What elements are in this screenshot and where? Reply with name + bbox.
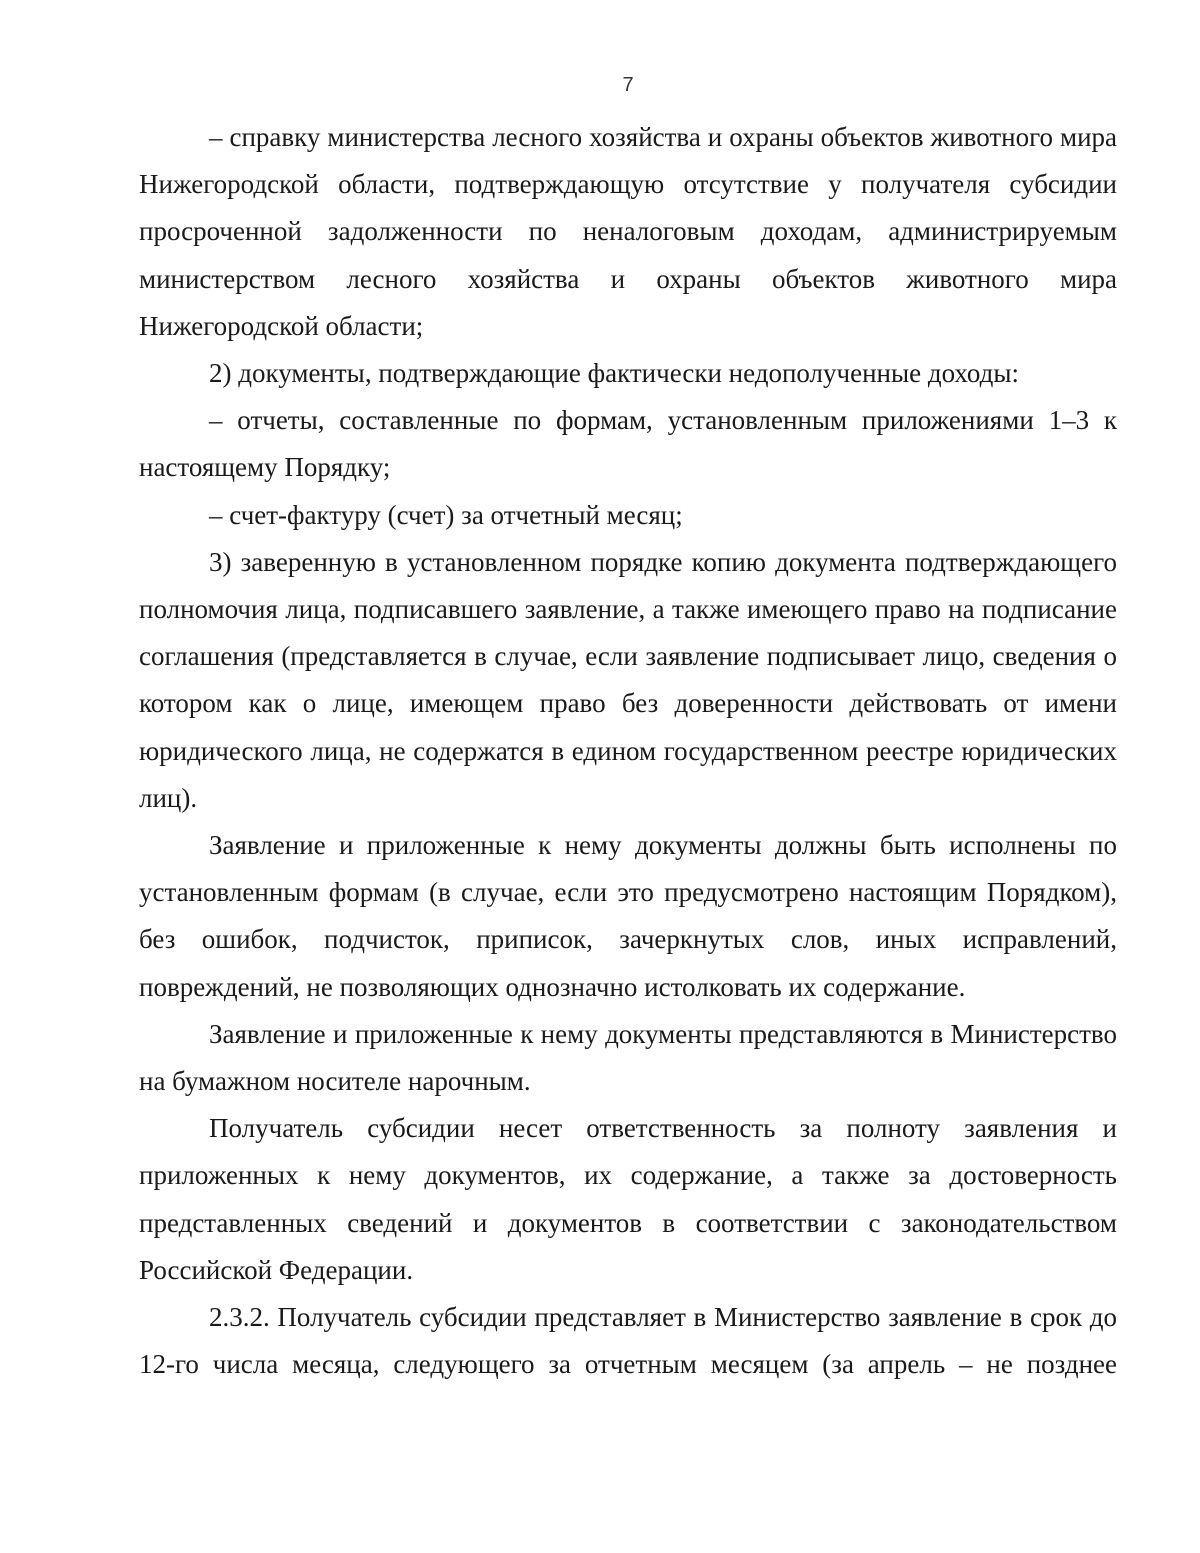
paragraph-invoice: – счет-фактуру (счет) за отчетный месяц;	[209, 499, 683, 530]
paragraph-document-requirements: Заявление и приложенные к нему документы должны быть исполнены по установленным формам (в случае, если это предусмотрено настоящим Порядком), без ошибок, подчисток, приписок, зачеркнутых слов, иных исправлений, повреждений, не позволяющих однозначно истолковать их содержание.	[139, 830, 1117, 1002]
paragraph-responsibility: Получатель субсидии несет ответственность за полноту заявления и приложенных к нему документов, их содержание, а также за достоверность представленных сведений и документов в соответствии с законодательством Российской Федерации.	[139, 1113, 1117, 1285]
paragraph-item-2: 2) документы, подтверждающие фактически недополученные доходы:	[209, 358, 1019, 389]
paragraph-item-3: 3) заверенную в установленном порядке копию документа подтверждающего полномочия лица, подписавшего заявление, а также имеющего право на подписание соглашения (представляется в случае, если заявление подписывает лицо, сведения о котором как о лице, имеющем право без доверенности действовать от имени юридического лица, не содержатся в едином государственном реестре юридических лиц).	[139, 546, 1117, 813]
paragraph-forestry-certificate: – справку министерства лесного хозяйства и охраны объектов животного мира Нижегородской области, подтверждающую отсутствие у получателя субсидии просроченной задолженности по неналоговым доходам, администрируемым министерством лесного хозяйства и охраны объектов животного мира Нижегородской области;	[139, 122, 1117, 341]
paragraph-section-2-3-2: 2.3.2. Получатель субсидии представляет в Министерство заявление в срок до 12-го числа месяца, следующего за отчетным месяцем (за апрель – не позднее	[139, 1302, 1117, 1380]
document-body	[139, 114, 1117, 1388]
page-number: 7	[622, 74, 634, 96]
paragraph-reports: – отчеты, составленные по формам, установленным приложениями 1–3 к настоящему Порядку;	[139, 405, 1117, 483]
paragraph-submission-method: Заявление и приложенные к нему документы представляются в Министерство на бумажном носителе нарочным.	[139, 1018, 1117, 1097]
